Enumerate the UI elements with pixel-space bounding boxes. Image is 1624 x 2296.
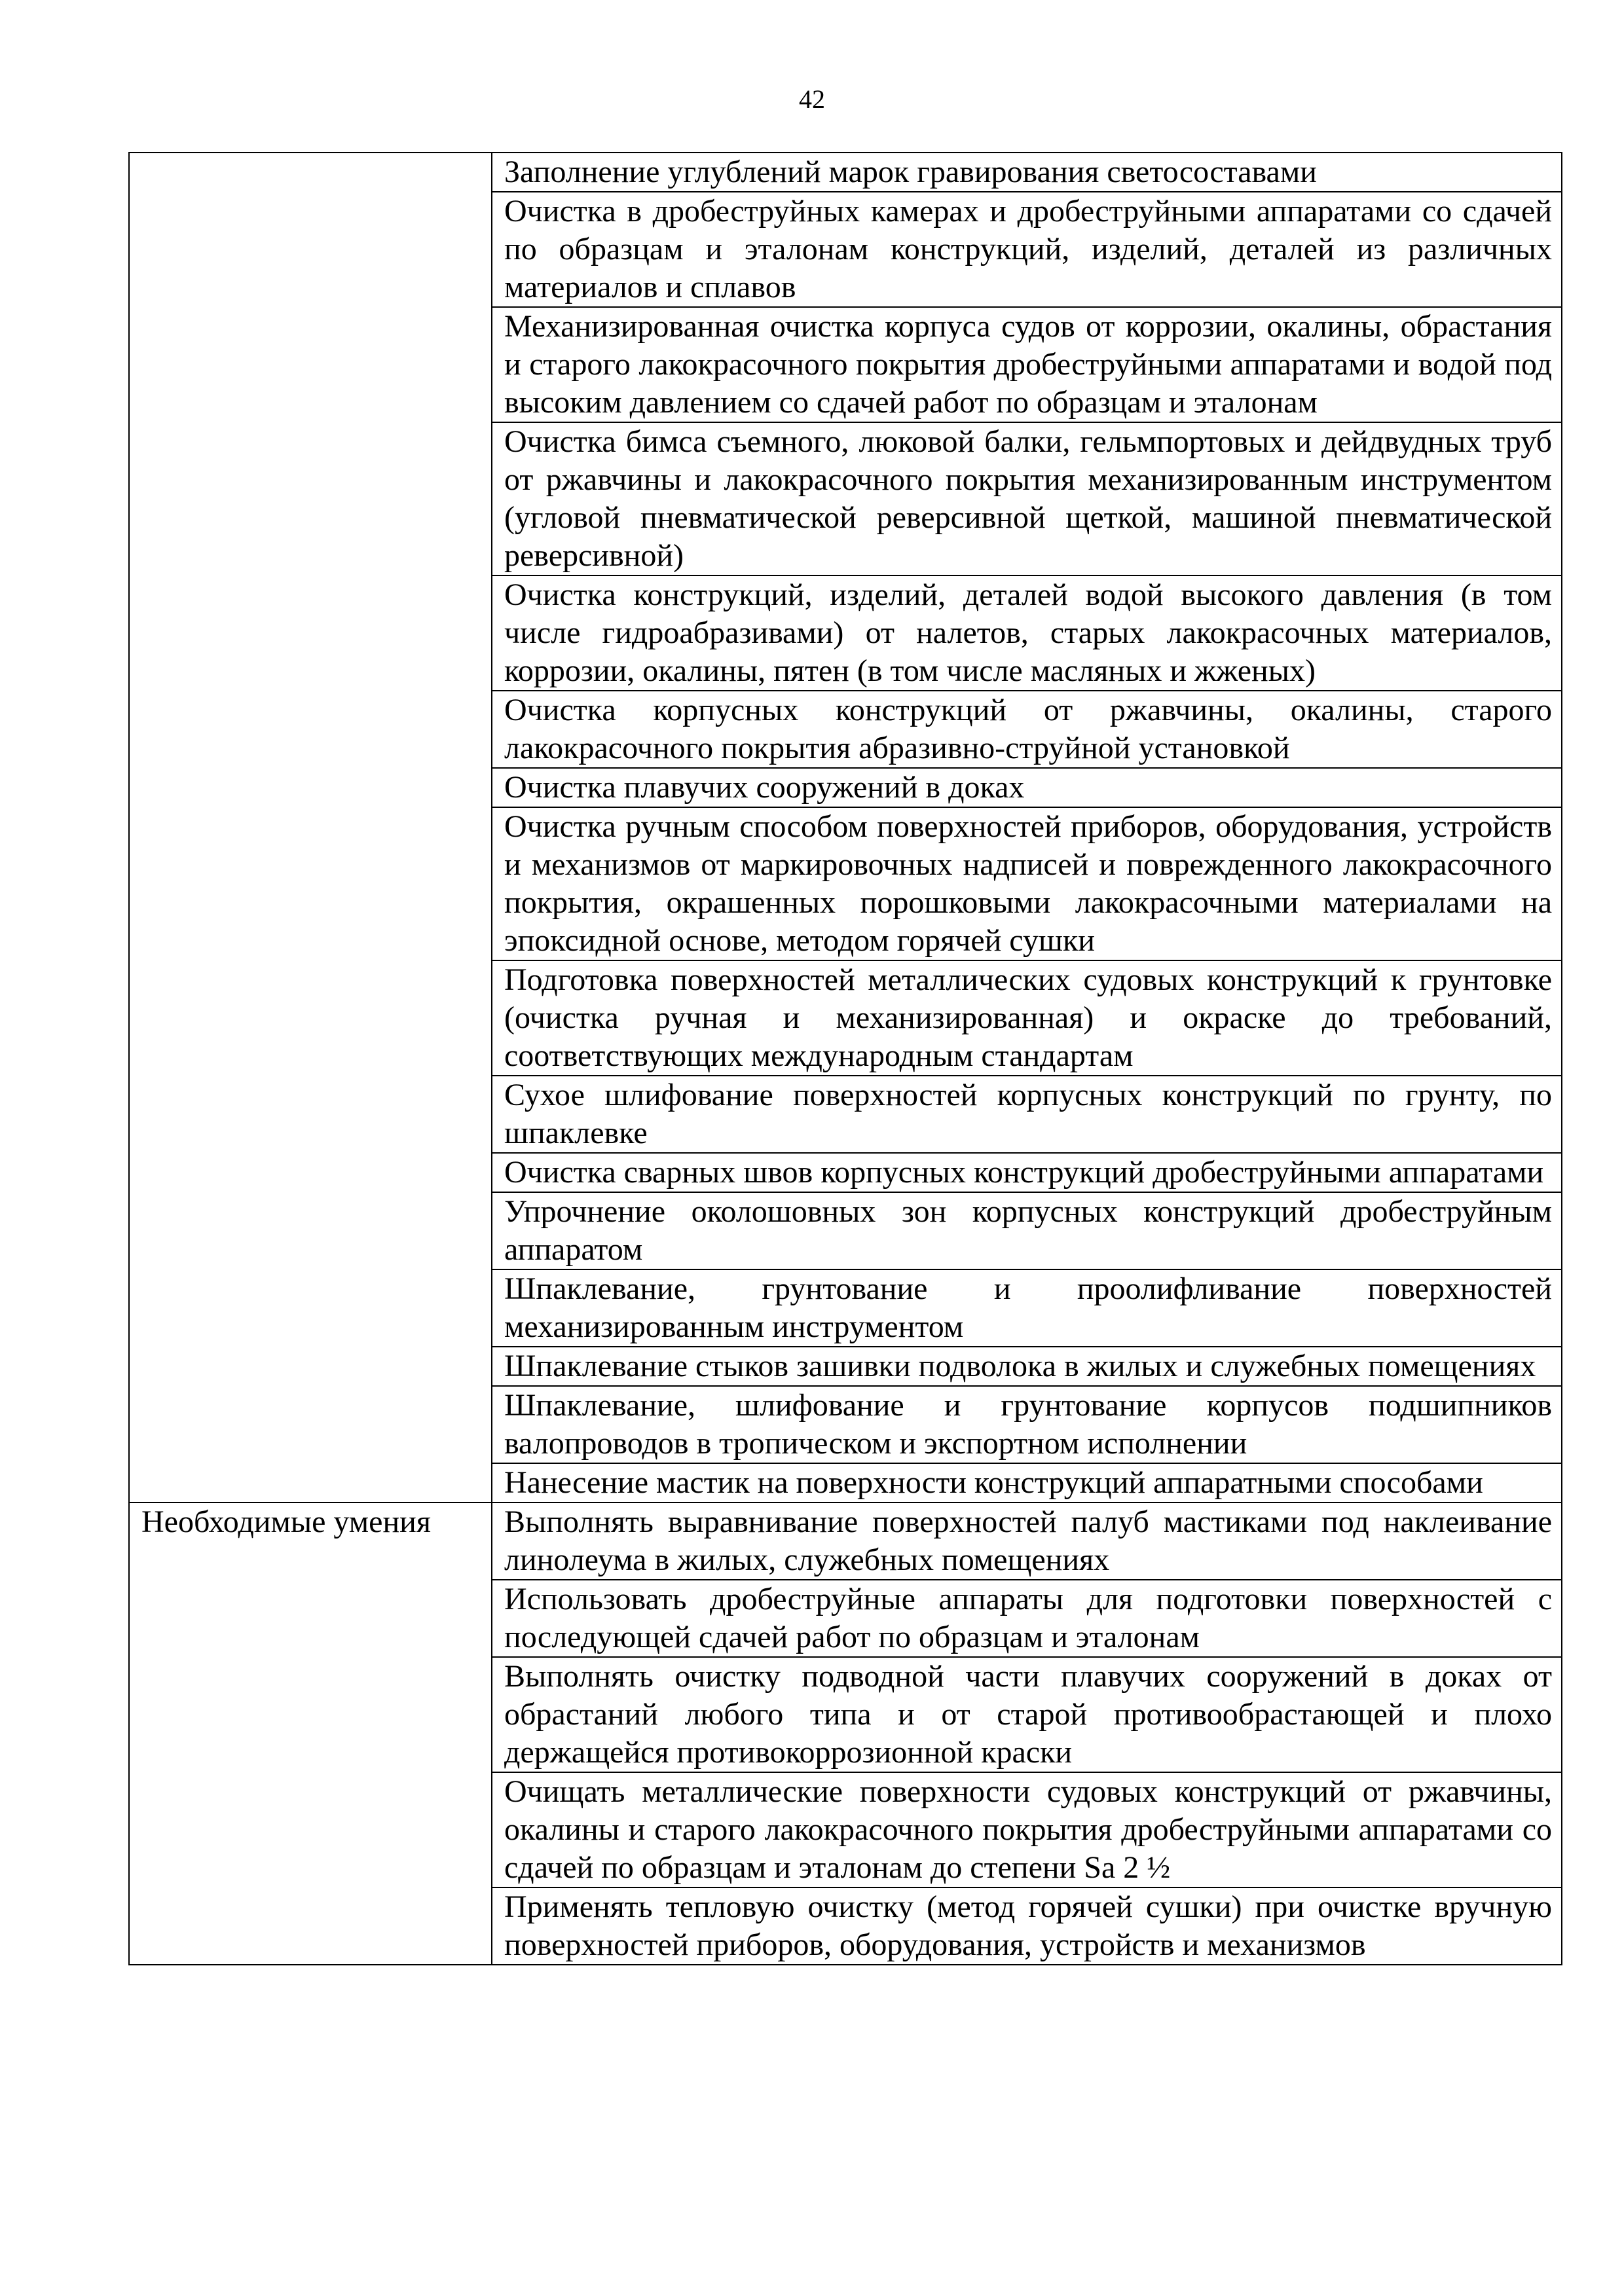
table-item-cell: Очистка в дробеструйных камерах и дробеструйными аппаратами со сдачей по образцам и эталонам конструкций, изделий, деталей из различных материалов и сплавов [492, 192, 1562, 307]
table-item-cell: Выполнять выравнивание поверхностей палуб мастиками под наклеивание линолеума в жилых, служебных помещениях [492, 1503, 1562, 1580]
table-body [129, 153, 1562, 1965]
table-item-cell: Нанесение мастик на поверхности конструкций аппаратными способами [492, 1463, 1562, 1503]
table-item-cell: Очистка сварных швов корпусных конструкций дробеструйными аппаратами [492, 1153, 1562, 1192]
table-item-cell: Шпаклевание, шлифование и грунтование корпусов подшипников валопроводов в тропическом и экспортном исполнении [492, 1386, 1562, 1463]
table-item-cell: Очистка ручным способом поверхностей приборов, оборудования, устройств и механизмов от маркировочных надписей и поврежденного лакокрасочного покрытия, окрашенных порошковыми лакокрасочными материалами на эпоксидной основе, методом горячей сушки [492, 807, 1562, 960]
table-item-cell: Выполнять очистку подводной части плавучих сооружений в доках от обрастаний любого типа и от старой противообрастающей и плохо держащейся противокоррозионной краски [492, 1657, 1562, 1772]
table-item-cell: Подготовка поверхностей металлических судовых конструкций к грунтовке (очистка ручная и механизированная) и окраске до требований, соответствующих международным стандартам [492, 960, 1562, 1076]
table-item-cell: Сухое шлифование поверхностей корпусных конструкций по грунту, по шпаклевке [492, 1076, 1562, 1153]
table-item-cell: Шпаклевание стыков зашивки подволока в жилых и служебных помещениях [492, 1347, 1562, 1386]
table-row [129, 1503, 1562, 1580]
table-item-cell: Очищать металлические поверхности судовых конструкций от ржавчины, окалины и старого лакокрасочного покрытия дробеструйными аппаратами со сдачей по образцам и эталонам до степени Sa 2 ½ [492, 1772, 1562, 1887]
requirements-table [128, 152, 1562, 1965]
page-number: 42 [799, 84, 825, 114]
table-item-cell: Упрочнение околошовных зон корпусных конструкций дробеструйным аппаратом [492, 1192, 1562, 1269]
table-item-cell: Механизированная очистка корпуса судов от коррозии, окалины, обрастания и старого лакокрасочного покрытия дробеструйными аппаратами и водой под высоким давлением со сдачей работ по образцам и эталонам [492, 307, 1562, 422]
table-item-cell: Применять тепловую очистку (метод горячей сушки) при очистке вручную поверхностей приборов, оборудования, устройств и механизмов [492, 1887, 1562, 1965]
section-1-label-cell [129, 153, 492, 1503]
section-2-label-cell: Необходимые умения [129, 1503, 492, 1965]
table-item-cell: Очистка плавучих сооружений в доках [492, 768, 1562, 807]
table-row [129, 153, 1562, 192]
table-item-cell: Использовать дробеструйные аппараты для подготовки поверхностей с последующей сдачей работ по образцам и эталонам [492, 1580, 1562, 1657]
table-item-cell: Шпаклевание, грунтование и проолифливание поверхностей механизированным инструментом [492, 1269, 1562, 1347]
table-item-cell: Очистка конструкций, изделий, деталей водой высокого давления (в том числе гидроабразивами) от налетов, старых лакокрасочных материалов, коррозии, окалины, пятен (в том числе масляных и жженых) [492, 575, 1562, 691]
table-item-cell: Очистка корпусных конструкций от ржавчины, окалины, старого лакокрасочного покрытия абразивно-струйной установкой [492, 691, 1562, 768]
table-item-cell: Заполнение углублений марок гравирования светосоставами [492, 153, 1562, 192]
table-item-cell: Очистка бимса съемного, люковой балки, гельмпортовых и дейдвудных труб от ржавчины и лакокрасочного покрытия механизированным инструментом (угловой пневматической реверсивной щеткой, машиной пневматической реверсивной) [492, 422, 1562, 575]
